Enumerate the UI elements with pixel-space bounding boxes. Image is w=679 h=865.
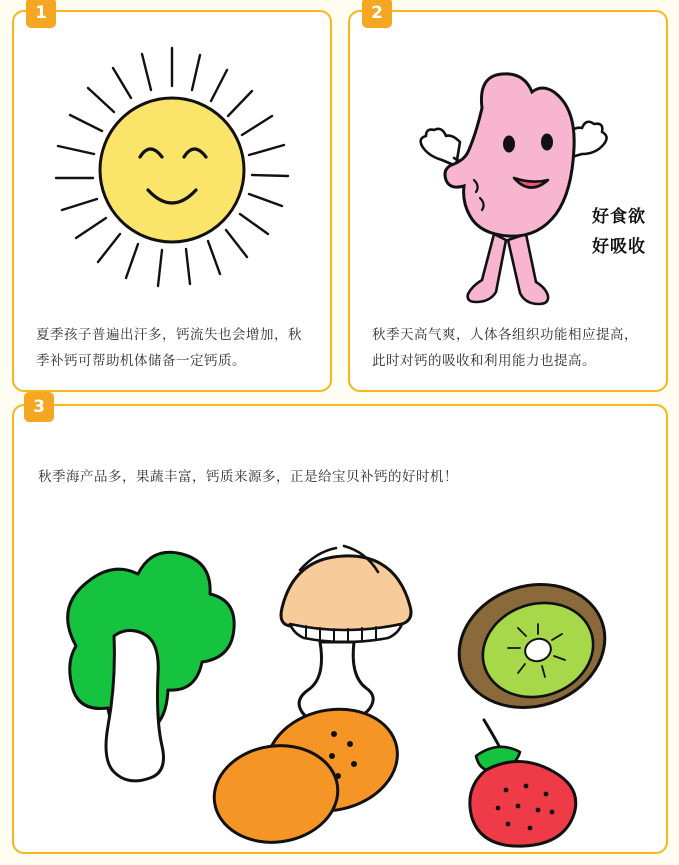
stomach-overlay-text — [592, 202, 646, 262]
strawberry-icon — [470, 720, 576, 846]
card-2-caption: 秋季天高气爽，人体各组织功能相应提高，此时对钙的吸收和利用能力也提高。 — [372, 327, 638, 369]
card-1-caption: 夏季孩子普遍出汗多，钙流失也会增加，秋季补钙可帮助机体储备一定钙质。 — [36, 327, 302, 369]
card-3 — [12, 397, 668, 854]
sun-illustration — [14, 12, 330, 312]
card-1 — [12, 3, 332, 392]
food-group-illustration — [14, 498, 666, 848]
overlay-line-1: 好食欲 — [592, 207, 646, 227]
food-illustrations — [14, 498, 666, 848]
card-2 — [348, 3, 668, 392]
card-1-number-badge: 1 — [26, 0, 56, 28]
card-2-number-badge: 2 — [362, 0, 392, 28]
stomach-character-icon — [350, 12, 666, 312]
stomach-illustration — [350, 12, 666, 312]
overlay-line-2: 好吸收 — [592, 237, 646, 257]
card-3-number-badge: 3 — [24, 392, 54, 422]
mushroom-icon — [281, 546, 411, 722]
kiwi-icon — [443, 566, 621, 726]
sun-smiling-icon — [14, 12, 330, 312]
orange-icon — [208, 697, 407, 848]
card-3-caption: 秋季海产品多，果蔬丰富，钙质来源多，正是给宝贝补钙的好时机！ — [38, 469, 458, 485]
cabbage-icon — [68, 552, 234, 781]
